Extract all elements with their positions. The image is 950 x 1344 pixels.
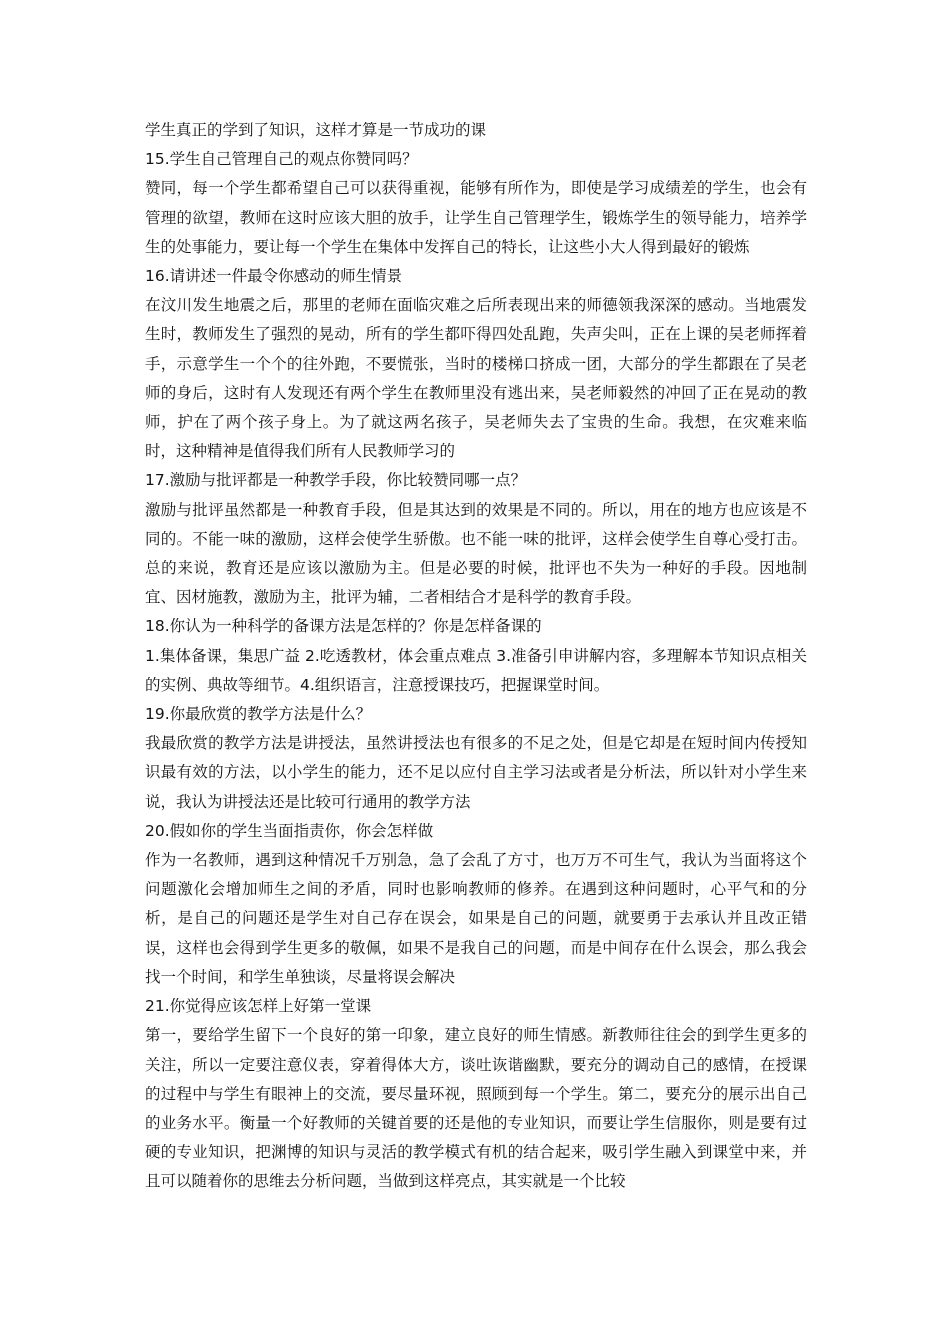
answer-paragraph: 1.集体备课，集思广益 2.吃透教材，体会重点难点 3.准备引申讲解内容，多理解本节知识点相关的实例、典故等细节。4.组织语言，注意授课技巧，把握课堂时间。 (145, 646, 807, 694)
question-heading: 15.学生自己管理自己的观点你赞同吗？ (145, 150, 418, 169)
document-body (145, 116, 807, 1197)
question-heading: 19.你最欣赏的教学方法是什么？ (145, 705, 372, 724)
answer-paragraph: 我最欣赏的教学方法是讲授法，虽然讲授法也有很多的不足之处，但是它却是在短时间内传授知识最有效的方法，以小学生的能力，还不足以应付自主学习法或者是分析法，所以针对小学生来说，我认为讲授法还是比较可行通用的教学方法 (145, 734, 807, 811)
answer-paragraph: 作为一名教师，遇到这种情况千万别急，急了会乱了方寸，也万万不可生气，我认为当面将这个问题激化会增加师生之间的矛盾，同时也影响教师的修养。在遇到这种问题时，心平气和的分析，是自己的问题还是学生对自己存在误会，如果是自己的问题，就要勇于去承认并且改正错误，这样也会得到学生更多的敬佩，如果不是我自己的问题，而是中间存在什么误会，那么我会找一个时间，和学生单独谈，尽量将误会解决 (145, 851, 807, 986)
answer-paragraph: 学生真正的学到了知识，这样才算是一节成功的课 (145, 121, 487, 139)
answer-paragraph: 在汶川发生地震之后，那里的老师在面临灾难之后所表现出来的师德领我深深的感动。当地震发生时，教师发生了强烈的晃动，所有的学生都吓得四处乱跑，失声尖叫，正在上课的吴老师挥着手，示意学生一个个的往外跑，不要慌张，当时的楼梯口挤成一团，大部分的学生都跟在了吴老师的身后，这时有人发现还有两个学生在教师里没有逃出来，吴老师毅然的冲回了正在晃动的教师，护在了两个孩子身上。为了就这两名孩子，吴老师失去了宝贵的生命。我想，在灾难来临时，这种精神是值得我们所有人民教师学习的 (145, 296, 807, 461)
question-heading: 16.请讲述一件最令你感动的师生情景 (145, 267, 403, 286)
answer-paragraph: 赞同，每一个学生都希望自己可以获得重视，能够有所作为，即使是学习成绩差的学生，也会有管理的欲望，教师在这时应该大胆的放手，让学生自己管理学生，锻炼学生的领导能力，培养学生的处事能力，要让每一个学生在集体中发挥自己的特长，让这些小大人得到最好的锻炼 (145, 179, 807, 256)
answer-paragraph: 第一，要给学生留下一个良好的第一印象，建立良好的师生情感。新教师往往会的到学生更多的关注，所以一定要注意仪表，穿着得体大方，谈吐诙谐幽默，要充分的调动自己的感情，在授课的过程中与学生有眼神上的交流，要尽量环视，照顾到每一个学生。第二，要充分的展示出自己的业务水平。衡量一个好教师的关键首要的还是他的专业知识，而要让学生信服你，则是要有过硬的专业知识，把渊博的知识与灵活的教学模式有机的结合起来，吸引学生融入到课堂中来，并且可以随着你的思维去分析问题，当做到这样亮点，其实就是一个比较 (145, 1026, 807, 1191)
question-heading: 18.你认为一种科学的备课方法是怎样的？你是怎样备课的 (145, 617, 542, 636)
answer-paragraph: 激励与批评虽然都是一种教育手段，但是其达到的效果是不同的。所以，用在的地方也应该是不同的。不能一味的激励，这样会使学生骄傲。也不能一味的批评，这样会使学生自尊心受打击。总的来说，教育还是应该以激励为主。但是必要的时候，批评也不失为一种好的手段。因地制宜、因材施教，激励为主，批评为辅，二者相结合才是科学的教育手段。 (145, 500, 807, 607)
question-heading: 20.假如你的学生当面指责你，你会怎样做 (145, 821, 434, 840)
question-heading: 17.激励与批评都是一种教学手段，你比较赞同哪一点？ (145, 471, 527, 490)
question-heading: 21.你觉得应该怎样上好第一堂课 (145, 997, 372, 1016)
